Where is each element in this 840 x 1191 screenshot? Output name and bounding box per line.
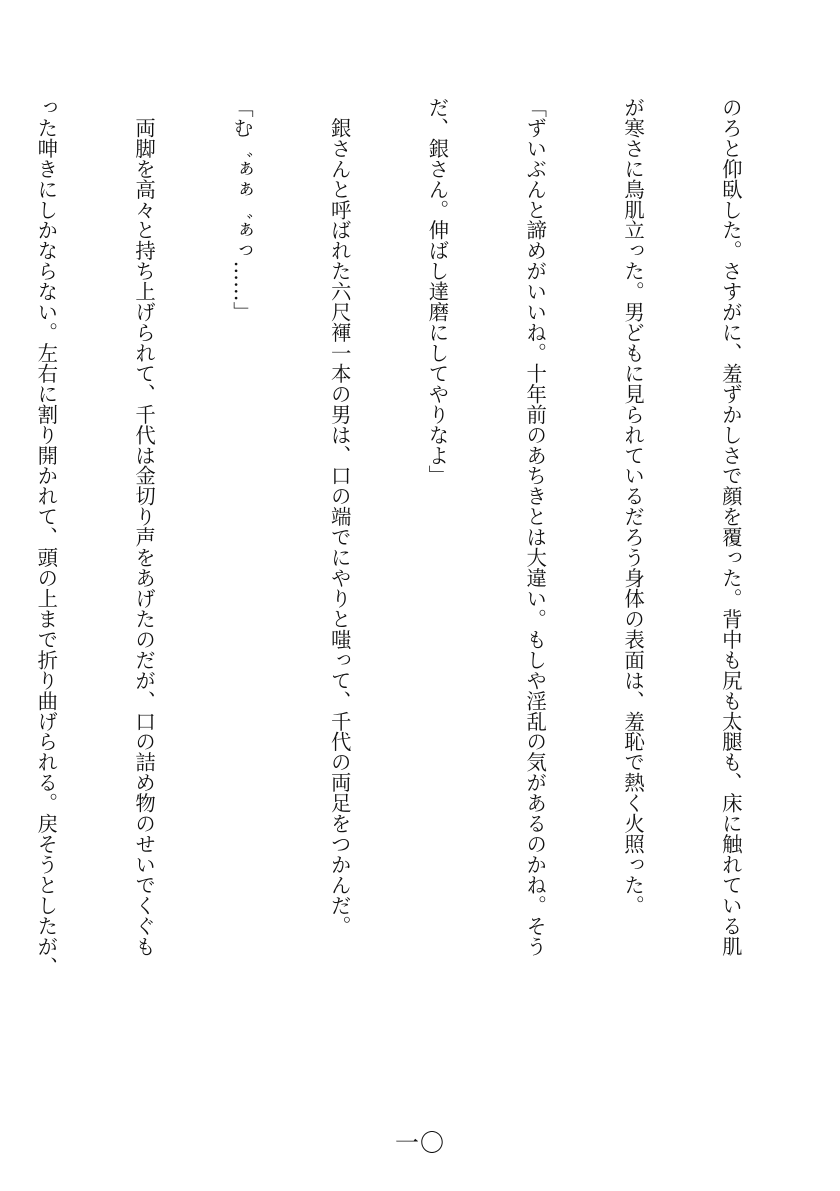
text-line: だ、銀さん。伸ばし達磨にしてやりなよ」 bbox=[425, 97, 450, 486]
text-line: 銀さんと呼ばれた六尺褌一本の男は、口の端でにやりと嗤って、千代の両足をつかんだ。 bbox=[327, 97, 352, 936]
text-line: 「む゛ぁぁ゛ぁっ……」 bbox=[229, 97, 254, 323]
text-line: のろと仰臥した。さすがに、羞ずかしさで顔を覆った。背中も尻も太腿も、床に触れている肌 bbox=[718, 97, 743, 957]
vertical-text-body bbox=[0, 97, 812, 997]
page-number: 一〇 bbox=[395, 1129, 445, 1157]
text-line: 「ずいぶんと諦めがいいね。十年前のあちきとは大違い。もしや淫乱の気があるのかね。そう bbox=[523, 97, 548, 957]
text-line: が寒さに鳥肌立った。男どもに見られているだろう身体の表面は、羞恥で熱く火照った。 bbox=[621, 97, 646, 916]
text-line: 両脚を高々と持ち上げられて、千代は金切り声をあげたのだが、口の詰め物のせいでくぐも bbox=[132, 97, 157, 957]
text-line: った呻きにしかならない。左右に割り開かれて、頭の上まで折り曲げられる。戻そうとしたが、 bbox=[34, 97, 59, 977]
